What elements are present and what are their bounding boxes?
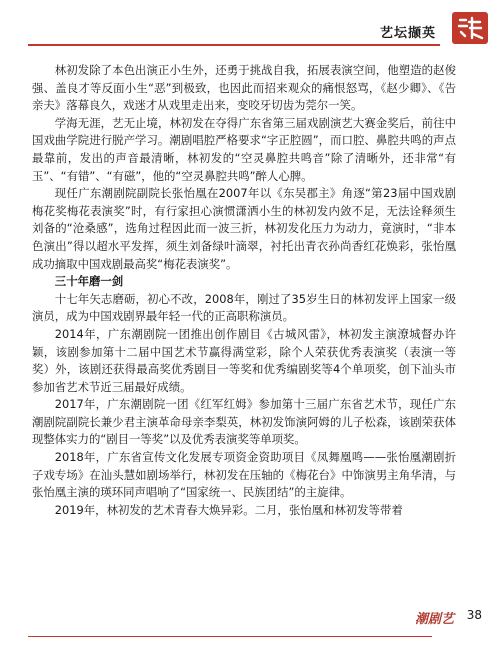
- paragraph-4: 十七年矢志磨砺，初心不改，2008年，刚过了35岁生日的林初发评上国家一级演员，成为中国戏剧界最年轻一代的正高职称演员。: [32, 291, 456, 324]
- article-body: [32, 62, 456, 519]
- paragraph-5: 2014年，广东潮剧院一团推出创作剧目《古城风雷》，林初发主演潦城督办许颖，该剧参加第十二届中国艺术节赢得满堂彩，除个人荣获优秀表演奖（表演一等奖）外，该剧还获得最高奖优秀剧目一等奖和优秀编剧奖等4个单项奖，创下汕头市参加省艺术节近三届最好成绩。: [32, 326, 456, 394]
- page-number: 38: [466, 608, 482, 622]
- footer-brand: 潮剧艺: [414, 612, 454, 627]
- magazine-logo: [446, 8, 494, 48]
- page-footer: [0, 600, 496, 653]
- paragraph-7: 2018年，广东省宣传文化发展专项资金资助项目《凤舞凰鸣——张怡凰潮剧折子戏专场》在汕头慧如剧场举行，林初发在压轴的《梅花台》中饰演男主角华清，与张怡凰主演的瑛环同声唱响了“国家统一、民族团结”的主旋律。: [32, 450, 456, 500]
- column-title: 艺坛撷英: [379, 26, 436, 41]
- paragraph-6: 2017年，广东潮剧院一团《红军红姆》参加第十三届广东省艺术节，现任广东潮剧院副院长兼少君主演革命母亲李梨英，林初发饰演阿姆的儿子松森，该剧荣获体现整体实力的“剧目一等奖”以及优秀表演奖等单项奖。: [32, 397, 456, 447]
- page-header: [0, 0, 496, 56]
- paragraph-8: 2019年，林初发的艺术青春大焕异彩。二月，张怡凰和林初发等带着: [54, 502, 403, 517]
- logo-seal-icon: [446, 8, 494, 48]
- footer-rule: [28, 636, 432, 637]
- paragraph-3: 现任广东潮剧院副院长张怡凰在2007年以《东吴郡主》角逐“第23届中国戏剧梅花奖梅花表演奖”时，有行家担心演惯潇洒小生的林初发内敛不足，无法诠释须生刘备的“沧桑感”，选角过程因此而一波三折，林初发化压力为动力，竟演时，“非本色演出”得以超水平发挥，须生刘备绿叶滴翠，衬托出青衣孙尚香红花焕彩，张怡凰成功摘取中国戏剧最高奖“梅花表演奖”。: [32, 186, 456, 271]
- paragraph-1: 林初发除了本色出演正小生外，还勇于挑战自我，拓展表演空间，他塑造的赵俊强、盖良才等反面小生“恶”到极致，也因此而招来观众的痛恨怒骂，《赵少卿》、《告亲夫》落幕良久，戏迷才从戏里走出来，变咬牙切齿为莞尔一笑。: [32, 63, 456, 113]
- section-subheading: 三十年磨一剑: [54, 274, 124, 289]
- header-rule: [28, 44, 440, 46]
- paragraph-2: 学海无涯，艺无止境，林初发在夺得广东省第三届戏剧演艺大赛金奖后，前往中国戏曲学院进行脱产学习。潮剧唱腔严格要求“字正腔圆”，而口腔、鼻腔共鸣的声点最靠前，发出的声音最清晰，林初发的“空灵鼻腔共鸣音”除了清晰外，还非常“有玉”、“有错”、“有磁”，他的“空灵鼻腔共鸣”醉人心脾。: [32, 115, 456, 183]
